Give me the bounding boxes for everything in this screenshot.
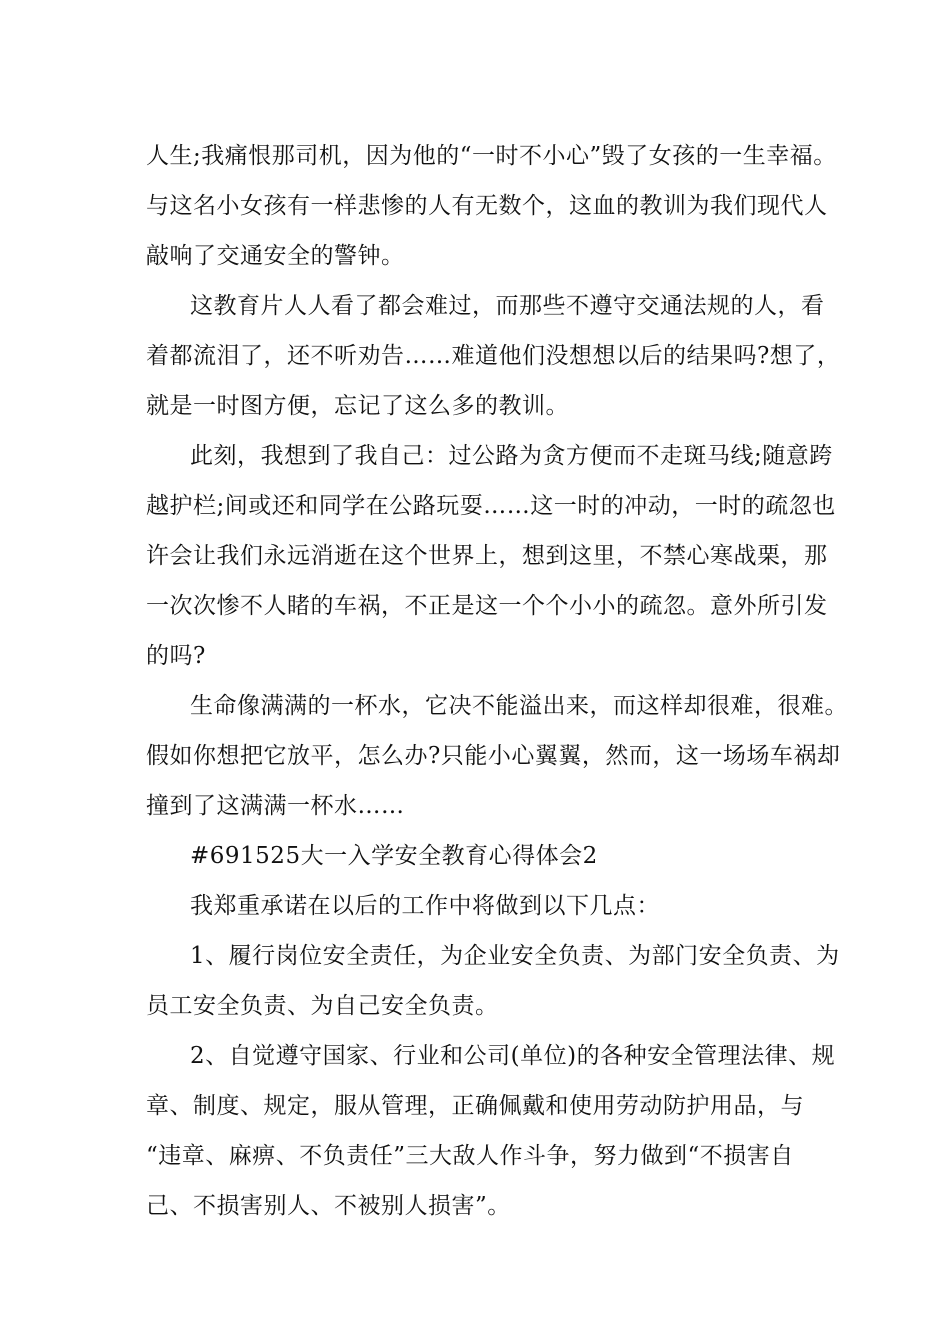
paragraph-1 [146,131,836,281]
text-line: 己、不损害别人、不被别人损害”。 [146,1193,511,1219]
text-line: 这教育片人人看了都会难过，而那些不遵守交通法规的人，看 [190,293,825,319]
text-line: 假如你想把它放平，怎么办?只能小心翼翼，然而，这一场场车祸却 [146,743,841,769]
text-line: 此刻，我想到了我自己：过公路为贪方便而不走斑马线;随意跨 [190,443,833,469]
text-line: 人生;我痛恨那司机，因为他的“一时不小心”毁了女孩的一生幸福。 [146,143,837,169]
text-line: 员工安全负责、为自己安全负责。 [146,993,499,1019]
text-line: 就是一时图方便，忘记了这么多的教训。 [146,393,569,419]
text-line: 我郑重承诺在以后的工作中将做到以下几点： [190,893,660,919]
text-line: 越护栏;间或还和同学在公路玩耍……这一时的冲动，一时的疏忽也 [146,493,836,519]
paragraph-4 [146,681,848,831]
paragraph-3 [146,431,836,681]
paragraph-6 [146,881,836,931]
text-line: 的吗? [146,643,206,669]
text-line: 着都流泪了，还不听劝告……难道他们没想想以后的结果吗?想了， [146,343,841,369]
paragraph-8 [146,1031,836,1231]
text-line: 章、制度、规定，服从管理，正确佩戴和使用劳动防护用品，与 [146,1093,804,1119]
text-line: #691525大一入学安全教育心得体会2 [190,843,598,869]
text-line: 许会让我们永远消逝在这个世界上，想到这里，不禁心寒战栗，那 [146,543,828,569]
text-line: 一次次惨不人睹的车祸，不正是这一个个小小的疏忽。意外所引发 [146,593,828,619]
paragraph-7 [146,931,840,1031]
text-line: 1、履行岗位安全责任，为企业安全负责、为部门安全负责、为 [190,943,840,969]
section-heading [146,831,836,881]
text-line: 与这名小女孩有一样悲惨的人有无数个，这血的教训为我们现代人 [146,193,828,219]
text-line: 撞到了这满满一杯水…… [146,793,405,819]
text-line: 生命像满满的一杯水，它决不能溢出来，而这样却很难，很难。 [190,693,848,719]
document-body [146,131,848,1231]
paragraph-2 [146,281,841,431]
text-line: “违章、麻痹、不负责任”三大敌人作斗争，努力做到“不损害自 [146,1143,794,1169]
text-line: 2、自觉遵守国家、行业和公司(单位)的各种安全管理法律、规 [190,1043,836,1069]
text-line: 敲响了交通安全的警钟。 [146,243,405,269]
